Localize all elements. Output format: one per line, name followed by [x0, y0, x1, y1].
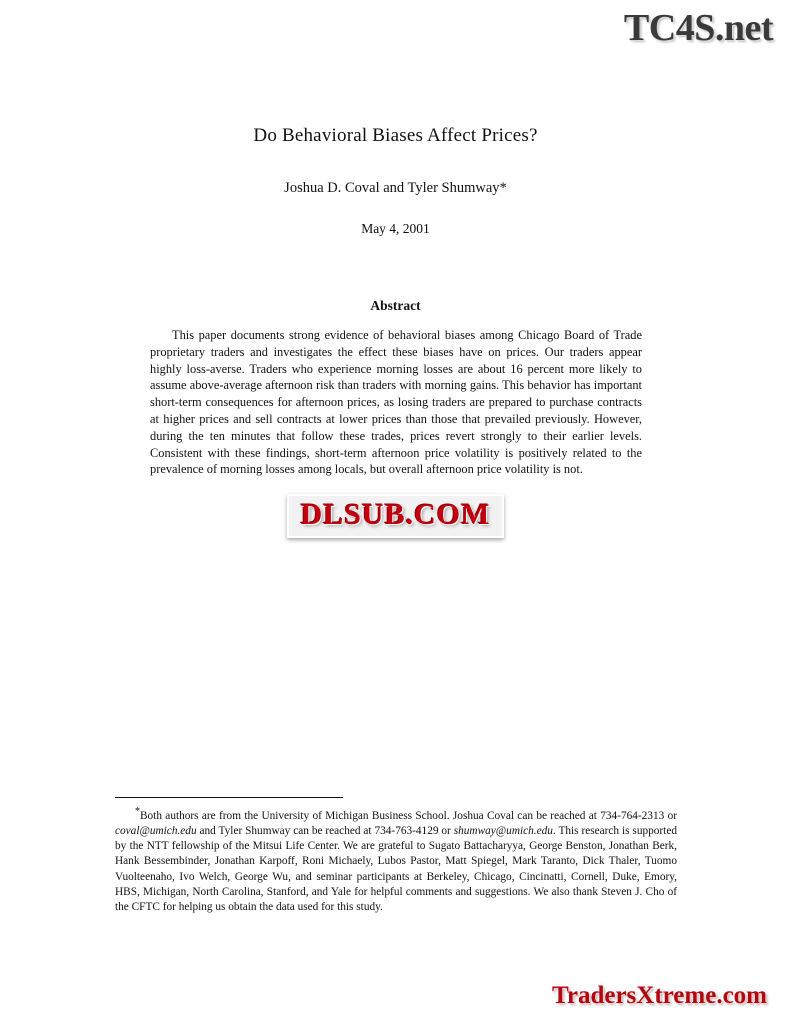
- footnote-email-2: shumway@umich.edu: [453, 824, 553, 837]
- footnote-part-2: and Tyler Shumway can be reached at 734-763-4129 or: [196, 824, 454, 837]
- abstract-text: This paper documents strong evidence of behavioral biases among Chicago Board of Trade proprietary traders and investigates the effect these biases have on prices. Our traders appear highly loss-averse. Traders who experience morning losses are about 16 percent more likely to assume above-average afternoon risk than traders with morning gains. This behavior has important short-term consequences for afternoon prices, as losing traders are prepared to purchase contracts at higher prices and sell contracts at lower prices than those that prevailed previously. However, during the ten minutes that follow these trades, prices revert strongly to their earlier levels. Consistent with these findings, short-term afternoon price volatility is positively related to the prevalence of morning losses among locals, but overall afternoon price volatility is not.: [150, 328, 642, 477]
- footnote-part-1: Both authors are from the University of Michigan Business School. Joshua Coval can be reached at 734-764-2313 or: [140, 809, 677, 822]
- footnote-email-1: coval@umich.edu: [115, 824, 197, 837]
- watermark-center-label: DLSUB.COM: [287, 494, 505, 538]
- footnote-part-3: . This research is supported by the NTT fellowship of the Mitsui Life Center. We are grateful to Sugato Battacharyya, George Benston, Jonathan Berk, Hank Bessembinder, Jonathan Karpoff, Roni Michaely, Lubos Pastor, Matt Spiegel, Mark Taranto, Dick Thaler, Tuomo Vuolteenaho, Ivo Welch, George Wu, and seminar participants at Berkeley, Chicago, Cincinatti, Cornell, Duke, Emory, HBS, Michigan, North Carolina, Stanford, and Yale for helpful comments and suggestions. We also thank Steven J. Cho of the CFTC for helping us obtain the data used for this study.: [115, 824, 677, 913]
- date-line: May 4, 2001: [361, 221, 430, 236]
- authors-line: Joshua D. Coval and Tyler Shumway*: [284, 180, 507, 196]
- watermark-top-right: TC4S.net: [623, 7, 773, 49]
- abstract-heading: Abstract: [370, 298, 421, 313]
- watermark-center: [0, 494, 791, 538]
- watermark-bottom-right: TradersXtreme.com: [552, 982, 767, 1009]
- page-title: Do Behavioral Biases Affect Prices?: [253, 125, 538, 146]
- footnote-rule: [115, 797, 343, 798]
- footnote: [115, 804, 677, 915]
- footnote-marker: *: [135, 806, 140, 817]
